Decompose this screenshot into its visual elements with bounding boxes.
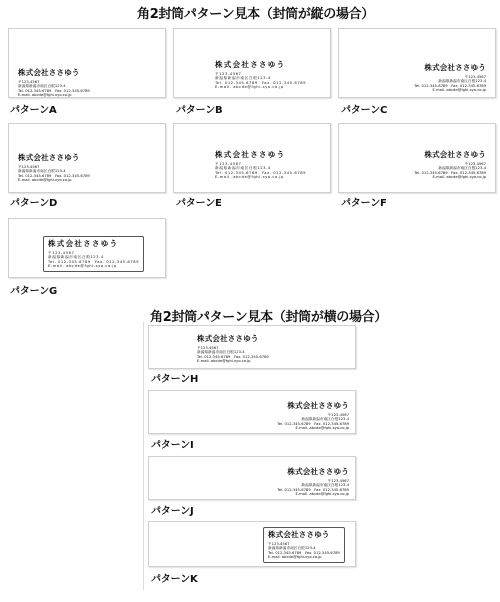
tel-fax: Tel. 012-345-6789 Fax. 012-345-6789 <box>414 83 486 88</box>
pattern-label-h: パターンH <box>151 374 199 385</box>
tel-fax: Tel. 012-345-6789 Fax. 012-345-6789 <box>414 170 486 175</box>
section-title-horizontal: 角2封筒パターン見本（封筒が横の場合） <box>150 310 388 325</box>
street-address: 新潟県新潟市南区白根123-4 <box>18 169 66 174</box>
pattern-label-f: パターンF <box>341 198 387 209</box>
company-name: 株式会社ささゆう <box>215 150 286 159</box>
street-address: 新潟県新潟市南区白根123-4 <box>215 166 271 171</box>
email-address: E-mail. abcde@fghi.xyo.co.jp <box>48 263 117 268</box>
company-name: 株式会社ささゆう <box>197 334 259 343</box>
company-name: 株式会社ささゆう <box>287 401 349 410</box>
pattern-label-a: パターンA <box>10 105 57 116</box>
address-block <box>43 236 144 272</box>
postal-code: 〒123-4567 <box>215 71 242 76</box>
address-block <box>197 335 269 363</box>
envelope-card-d <box>8 123 166 193</box>
pattern-label-d: パターンD <box>10 198 58 209</box>
address-block <box>215 61 306 89</box>
pattern-label-e: パターンE <box>176 198 222 209</box>
section-title-vertical: 角2封筒パターン見本（封筒が縦の場合） <box>137 7 375 22</box>
tel-fax: Tel. 012-345-6789 Fax. 012-345-6789 <box>277 487 349 492</box>
pattern-label-c: パターンC <box>341 105 388 116</box>
company-name: 株式会社ささゆう <box>287 467 349 476</box>
street-address: 新潟県新潟市南区白根123-4 <box>438 166 486 171</box>
email-address: E-mail. abcde@fghi.xyo.co.jp <box>268 554 322 559</box>
company-name: 株式会社ささゆう <box>424 63 486 72</box>
address-block <box>277 468 349 496</box>
street-address: 新潟県新潟市南区白根123-4 <box>301 483 349 488</box>
tel-fax: Tel. 012-345-6789 Fax. 012-345-6789 <box>268 550 340 555</box>
postal-code: 〒123-4567 <box>268 541 290 546</box>
pattern-label-k: パターンK <box>151 574 198 585</box>
postal-code: 〒123-4567 <box>464 161 486 166</box>
pattern-label-i: パターンI <box>151 440 194 451</box>
postal-code: 〒123-4567 <box>215 161 242 166</box>
pattern-label-g: パターンG <box>10 286 58 297</box>
postal-code: 〒123-4567 <box>48 250 75 255</box>
tel-fax: Tel. 012-345-6789 Fax. 012-345-6789 <box>197 354 269 359</box>
street-address: 新潟県新潟市南区白根123-4 <box>197 350 245 355</box>
postal-code: 〒123-4567 <box>197 345 219 350</box>
envelope-card-j <box>148 456 356 500</box>
street-address: 新潟県新潟市南区白根123-4 <box>438 79 486 84</box>
email-address: E-mail. abcde@fghi.xyo.co.jp <box>215 174 284 179</box>
address-block <box>414 64 486 92</box>
tel-fax: Tel. 012-345-6789 Fax. 012-345-6789 <box>18 173 90 178</box>
address-block <box>215 151 306 179</box>
envelope-card-k <box>148 521 356 567</box>
email-address: E-mail. abcde@fghi.xyo.co.jp <box>197 358 251 363</box>
pattern-label-j: パターンJ <box>151 506 194 517</box>
tel-fax: Tel. 012-345-6789 Fax. 012-345-6789 <box>18 88 90 93</box>
tel-fax: Tel. 012-345-6789 Fax. 012-345-6789 <box>215 80 307 85</box>
postal-code: 〒123-4567 <box>18 164 40 169</box>
envelope-card-c <box>338 28 496 98</box>
address-block <box>18 154 90 182</box>
postal-code: 〒123-4567 <box>327 478 349 483</box>
company-name: 株式会社ささゆう <box>215 60 286 69</box>
company-name: 株式会社ささゆう <box>268 530 330 539</box>
tel-fax: Tel. 012-345-6789 Fax. 012-345-6789 <box>48 259 140 264</box>
tel-fax: Tel. 012-345-6789 Fax. 012-345-6789 <box>277 421 349 426</box>
envelope-card-g <box>8 218 166 278</box>
email-address: E-mail. abcde@fghi.xyo.co.jp <box>432 87 486 92</box>
email-address: E-mail. abcde@fghi.xyo.co.jp <box>432 174 486 179</box>
envelope-card-e <box>173 123 331 193</box>
email-address: E-mail. abcde@fghi.xyo.co.jp <box>18 177 72 182</box>
address-block <box>263 527 345 563</box>
company-name: 株式会社ささゆう <box>18 68 80 77</box>
email-address: E-mail. abcde@fghi.xyo.co.jp <box>18 92 72 97</box>
postal-code: 〒123-4567 <box>327 412 349 417</box>
address-block <box>414 151 486 179</box>
company-name: 株式会社ささゆう <box>18 153 80 162</box>
street-address: 新潟県新潟市南区白根123-4 <box>268 546 316 551</box>
envelope-card-f <box>338 123 496 193</box>
postal-code: 〒123-4567 <box>464 74 486 79</box>
email-address: E-mail. abcde@fghi.xyo.co.jp <box>215 84 284 89</box>
address-block <box>277 402 349 430</box>
company-name: 株式会社ささゆう <box>424 150 486 159</box>
pattern-label-b: パターンB <box>176 105 223 116</box>
envelope-card-i <box>148 390 356 434</box>
email-address: E-mail. abcde@fghi.xyo.co.jp <box>295 491 349 496</box>
left-guide-line <box>143 322 144 590</box>
envelope-card-a <box>8 28 166 98</box>
tel-fax: Tel. 012-345-6789 Fax. 012-345-6789 <box>215 170 307 175</box>
street-address: 新潟県新潟市南区白根123-4 <box>18 84 66 89</box>
company-name: 株式会社ささゆう <box>48 239 119 248</box>
envelope-card-h <box>148 325 356 369</box>
postal-code: 〒123-4567 <box>18 79 40 84</box>
street-address: 新潟県新潟市南区白根123-4 <box>301 417 349 422</box>
street-address: 新潟県新潟市南区白根123-4 <box>215 76 271 81</box>
envelope-card-b <box>173 28 331 98</box>
street-address: 新潟県新潟市南区白根123-4 <box>48 255 104 260</box>
address-block <box>18 69 90 97</box>
email-address: E-mail. abcde@fghi.xyo.co.jp <box>295 425 349 430</box>
